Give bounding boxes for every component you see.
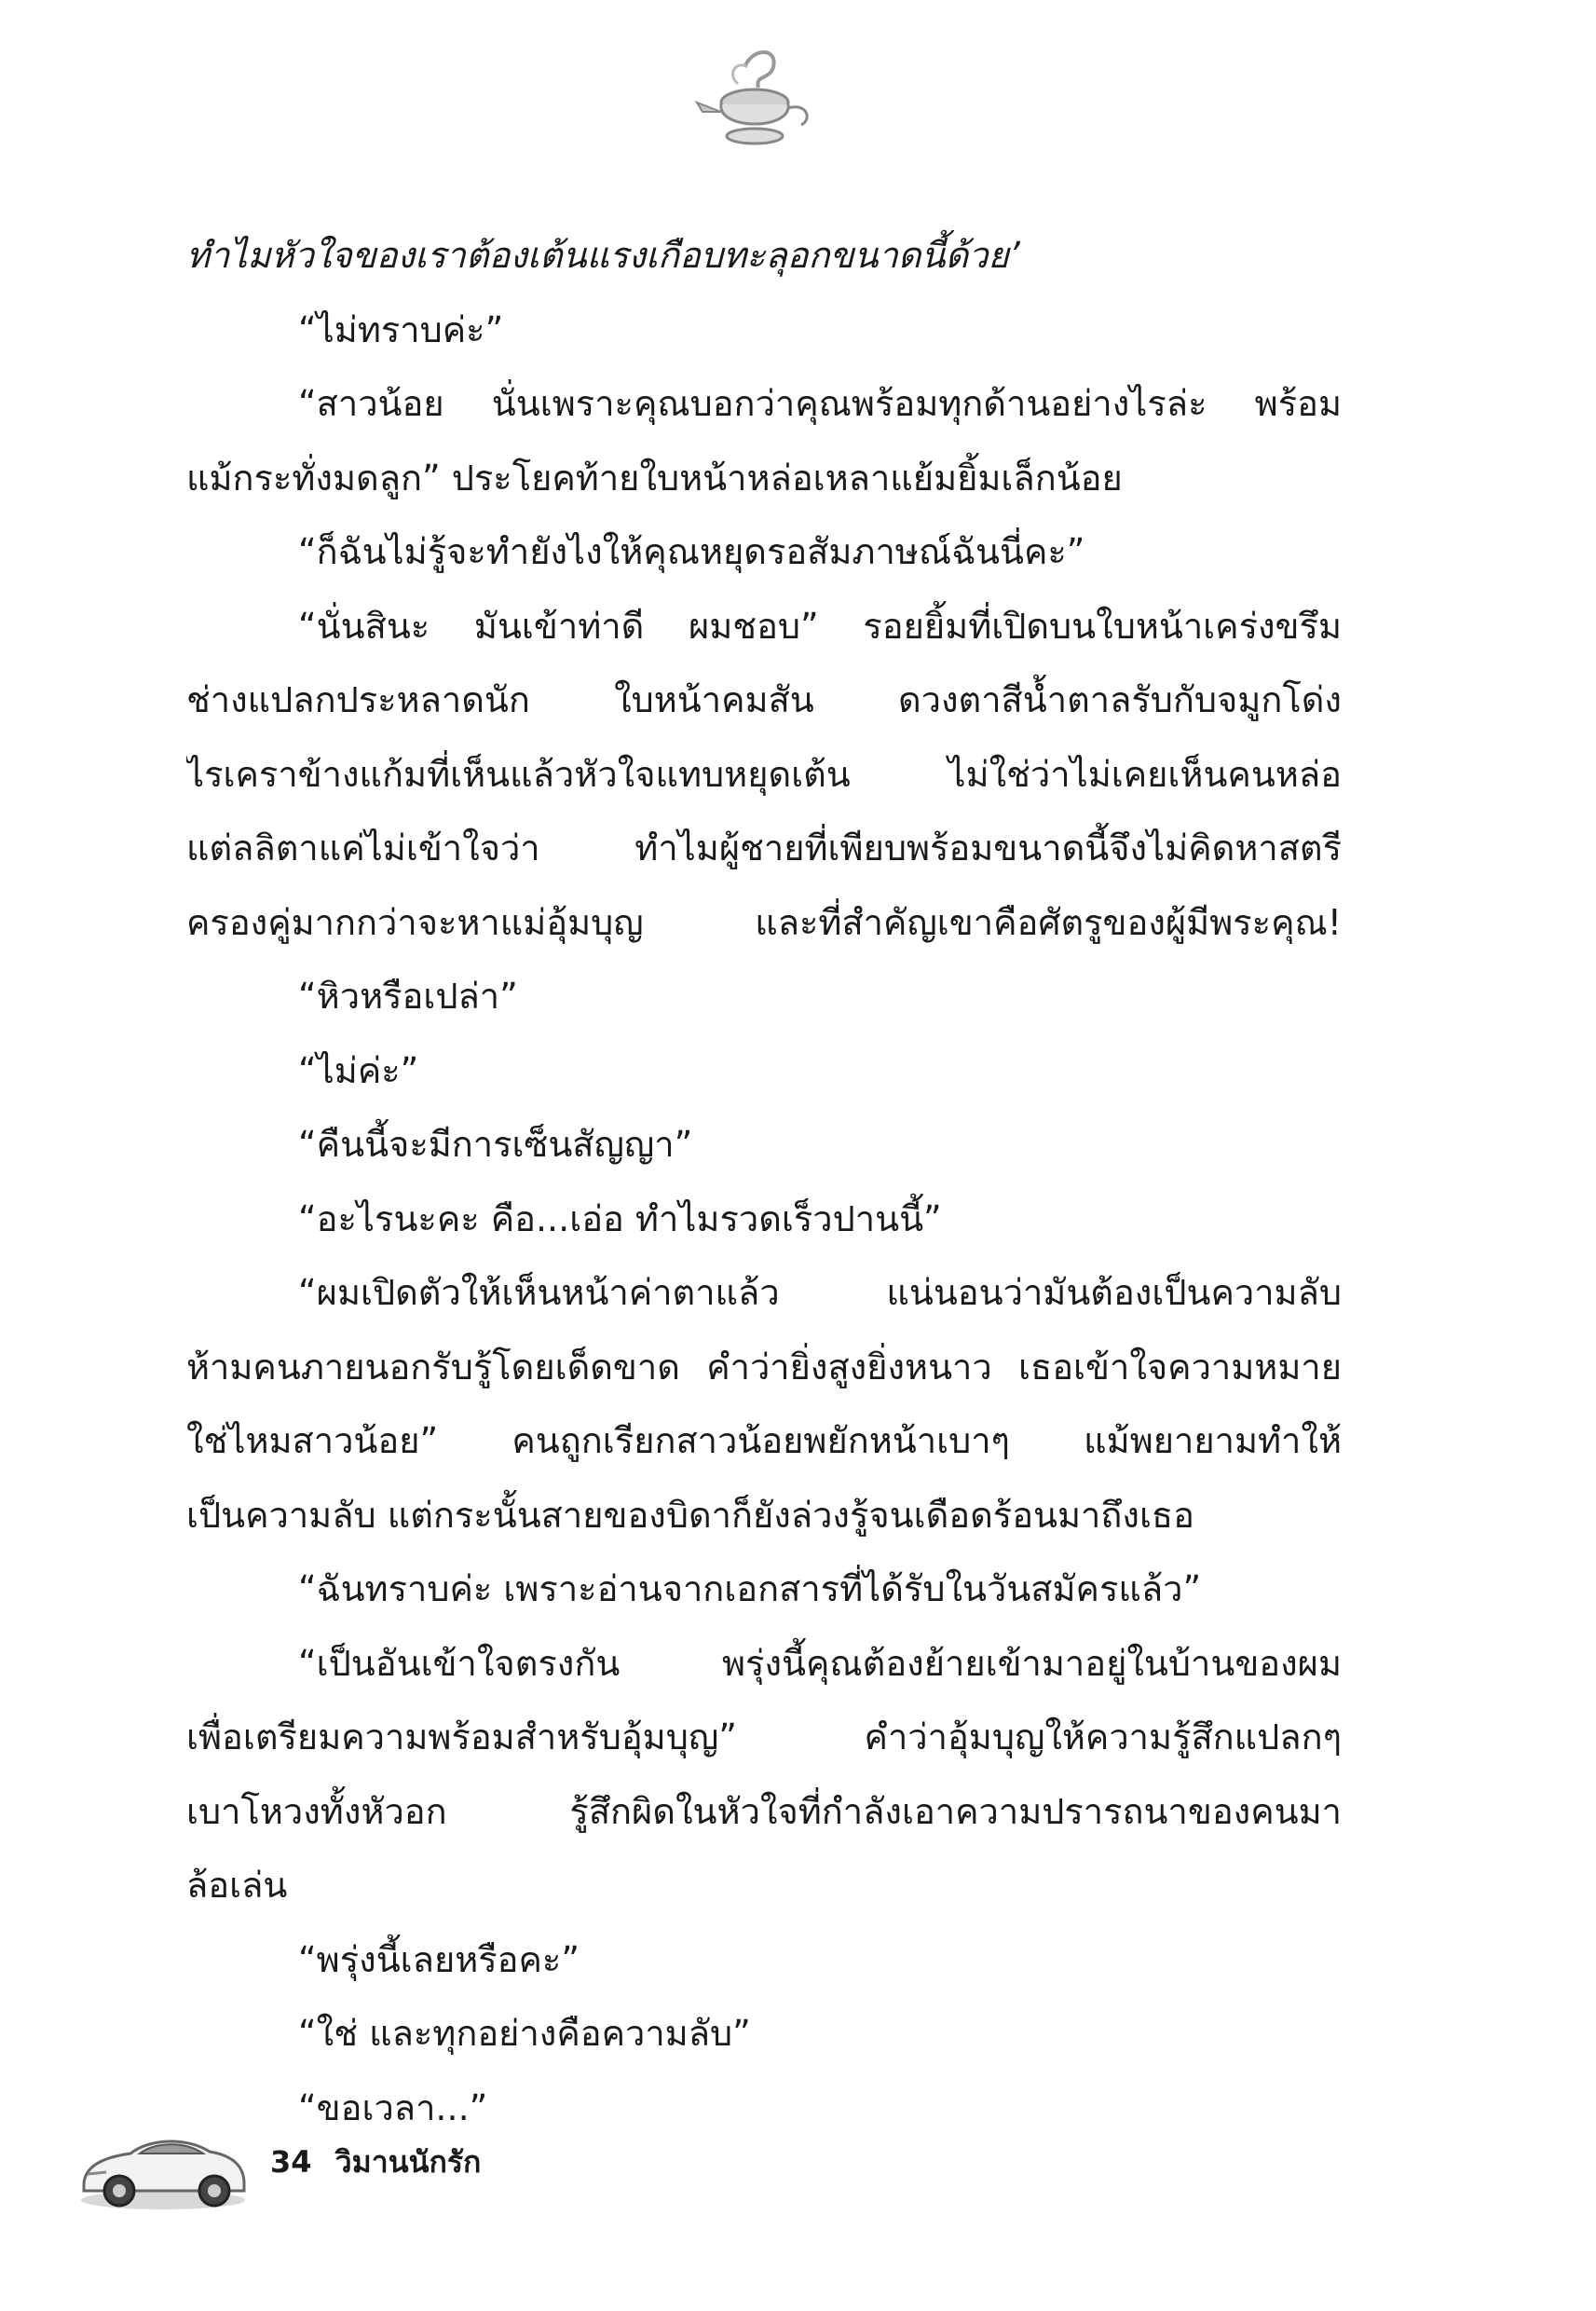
text-line: “หิวหรือเปล่า” bbox=[298, 976, 518, 1017]
text-line: ล้อเล่น bbox=[186, 1865, 288, 1906]
text-line: เพื่อเตรียมความพร้อมสำหรับอุ้มบุญ” คำว่าอุ้มบุญให้ความรู้สึกแปลกๆ bbox=[186, 1716, 1342, 1757]
text-line: “พรุ่งนี้เลยหรือคะ” bbox=[298, 1938, 580, 1980]
text-line: ครองคู่มากกว่าจะหาแม่อุ้มบุญ และที่สำคัญเขาคือศัตรูของผู้มีพระคุณ! bbox=[186, 901, 1342, 943]
text-line: “คืนนี้จะมีการเซ็นสัญญา” bbox=[298, 1124, 693, 1165]
text-line: “ไม่ทราบค่ะ” bbox=[298, 308, 504, 350]
body-text bbox=[186, 219, 1342, 2145]
folio bbox=[270, 2139, 494, 2186]
text-line: “ใช่ และทุกอย่างคือความลับ” bbox=[298, 2013, 751, 2054]
text-line: ใช่ไหมสาวน้อย” คนถูกเรียกสาวน้อยพยักหน้าเบาๆ แม้พยายามทำให้ bbox=[186, 1420, 1342, 1461]
text-line: “ไม่ค่ะ” bbox=[298, 1049, 419, 1091]
text-line: เบาโหวงทั้งหัวอก รู้สึกผิดในหัวใจที่กำลังเอาความปรารถนาของคนมา bbox=[186, 1790, 1342, 1832]
text-line: ทำไมหัวใจของเราต้องเต้นแรงเกือบทะลุอกขนาดนี้ด้วย’ bbox=[186, 235, 1020, 276]
magic-lamp-icon bbox=[689, 47, 820, 158]
page-number: 34 bbox=[270, 2144, 312, 2180]
text-line: “นั่นสินะ มันเข้าท่าดี ผมชอบ” รอยยิ้มที่เปิดบนใบหน้าเคร่งขรึม bbox=[298, 605, 1342, 647]
text-line: “ขอเวลา...” bbox=[298, 2086, 488, 2128]
text-line: “ผมเปิดตัวให้เห็นหน้าค่าตาแล้ว แน่นอนว่ามันต้องเป็นความลับ bbox=[298, 1272, 1342, 1313]
text-line: ช่างแปลกประหลาดนัก ใบหน้าคมสัน ดวงตาสีน้ำตาลรับกับจมูกโด่ง bbox=[186, 679, 1342, 720]
text-line: ไรเคราข้างแก้มที่เห็นแล้วหัวใจแทบหยุดเต้น ไม่ใช่ว่าไม่เคยเห็นคนหล่อ bbox=[186, 753, 1342, 795]
page-footer bbox=[75, 2111, 727, 2213]
text-line: “ก็ฉันไม่รู้จะทำยังไงให้คุณหยุดรอสัมภาษณ์ฉันนี่คะ” bbox=[298, 531, 1085, 572]
text-line: “ฉันทราบค่ะ เพราะอ่านจากเอกสารที่ได้รับในวันสมัครแล้ว” bbox=[298, 1568, 1202, 1609]
text-line: แม้กระทั่งมดลูก” ประโยคท้ายใบหน้าหล่อเหลาแย้มยิ้มเล็กน้อย bbox=[186, 457, 1123, 499]
sports-car-icon bbox=[75, 2111, 252, 2213]
book-title: วิมานนักรัก bbox=[334, 2144, 482, 2180]
text-line: เป็นความลับ แต่กระนั้นสายของบิดาก็ยังล่วงรู้จนเดือดร้อนมาถึงเธอ bbox=[186, 1494, 1194, 1536]
text-line: “สาวน้อย นั่นเพราะคุณบอกว่าคุณพร้อมทุกด้านอย่างไรล่ะ พร้อม bbox=[298, 383, 1342, 424]
text-line: “เป็นอันเข้าใจตรงกัน พรุ่งนี้คุณต้องย้ายเข้ามาอยู่ในบ้านของผม bbox=[298, 1642, 1342, 1684]
text-line: “อะไรนะคะ คือ...เอ่อ ทำไมรวดเร็วปานนี้” bbox=[298, 1197, 942, 1239]
text-line: แต่ลลิตาแค่ไม่เข้าใจว่า ทำไมผู้ชายที่เพียบพร้อมขนาดนี้จึงไม่คิดหาสตรี bbox=[186, 827, 1342, 868]
text-line: ห้ามคนภายนอกรับรู้โดยเด็ดขาด คำว่ายิ่งสูงยิ่งหนาว เธอเข้าใจความหมาย bbox=[186, 1346, 1342, 1388]
